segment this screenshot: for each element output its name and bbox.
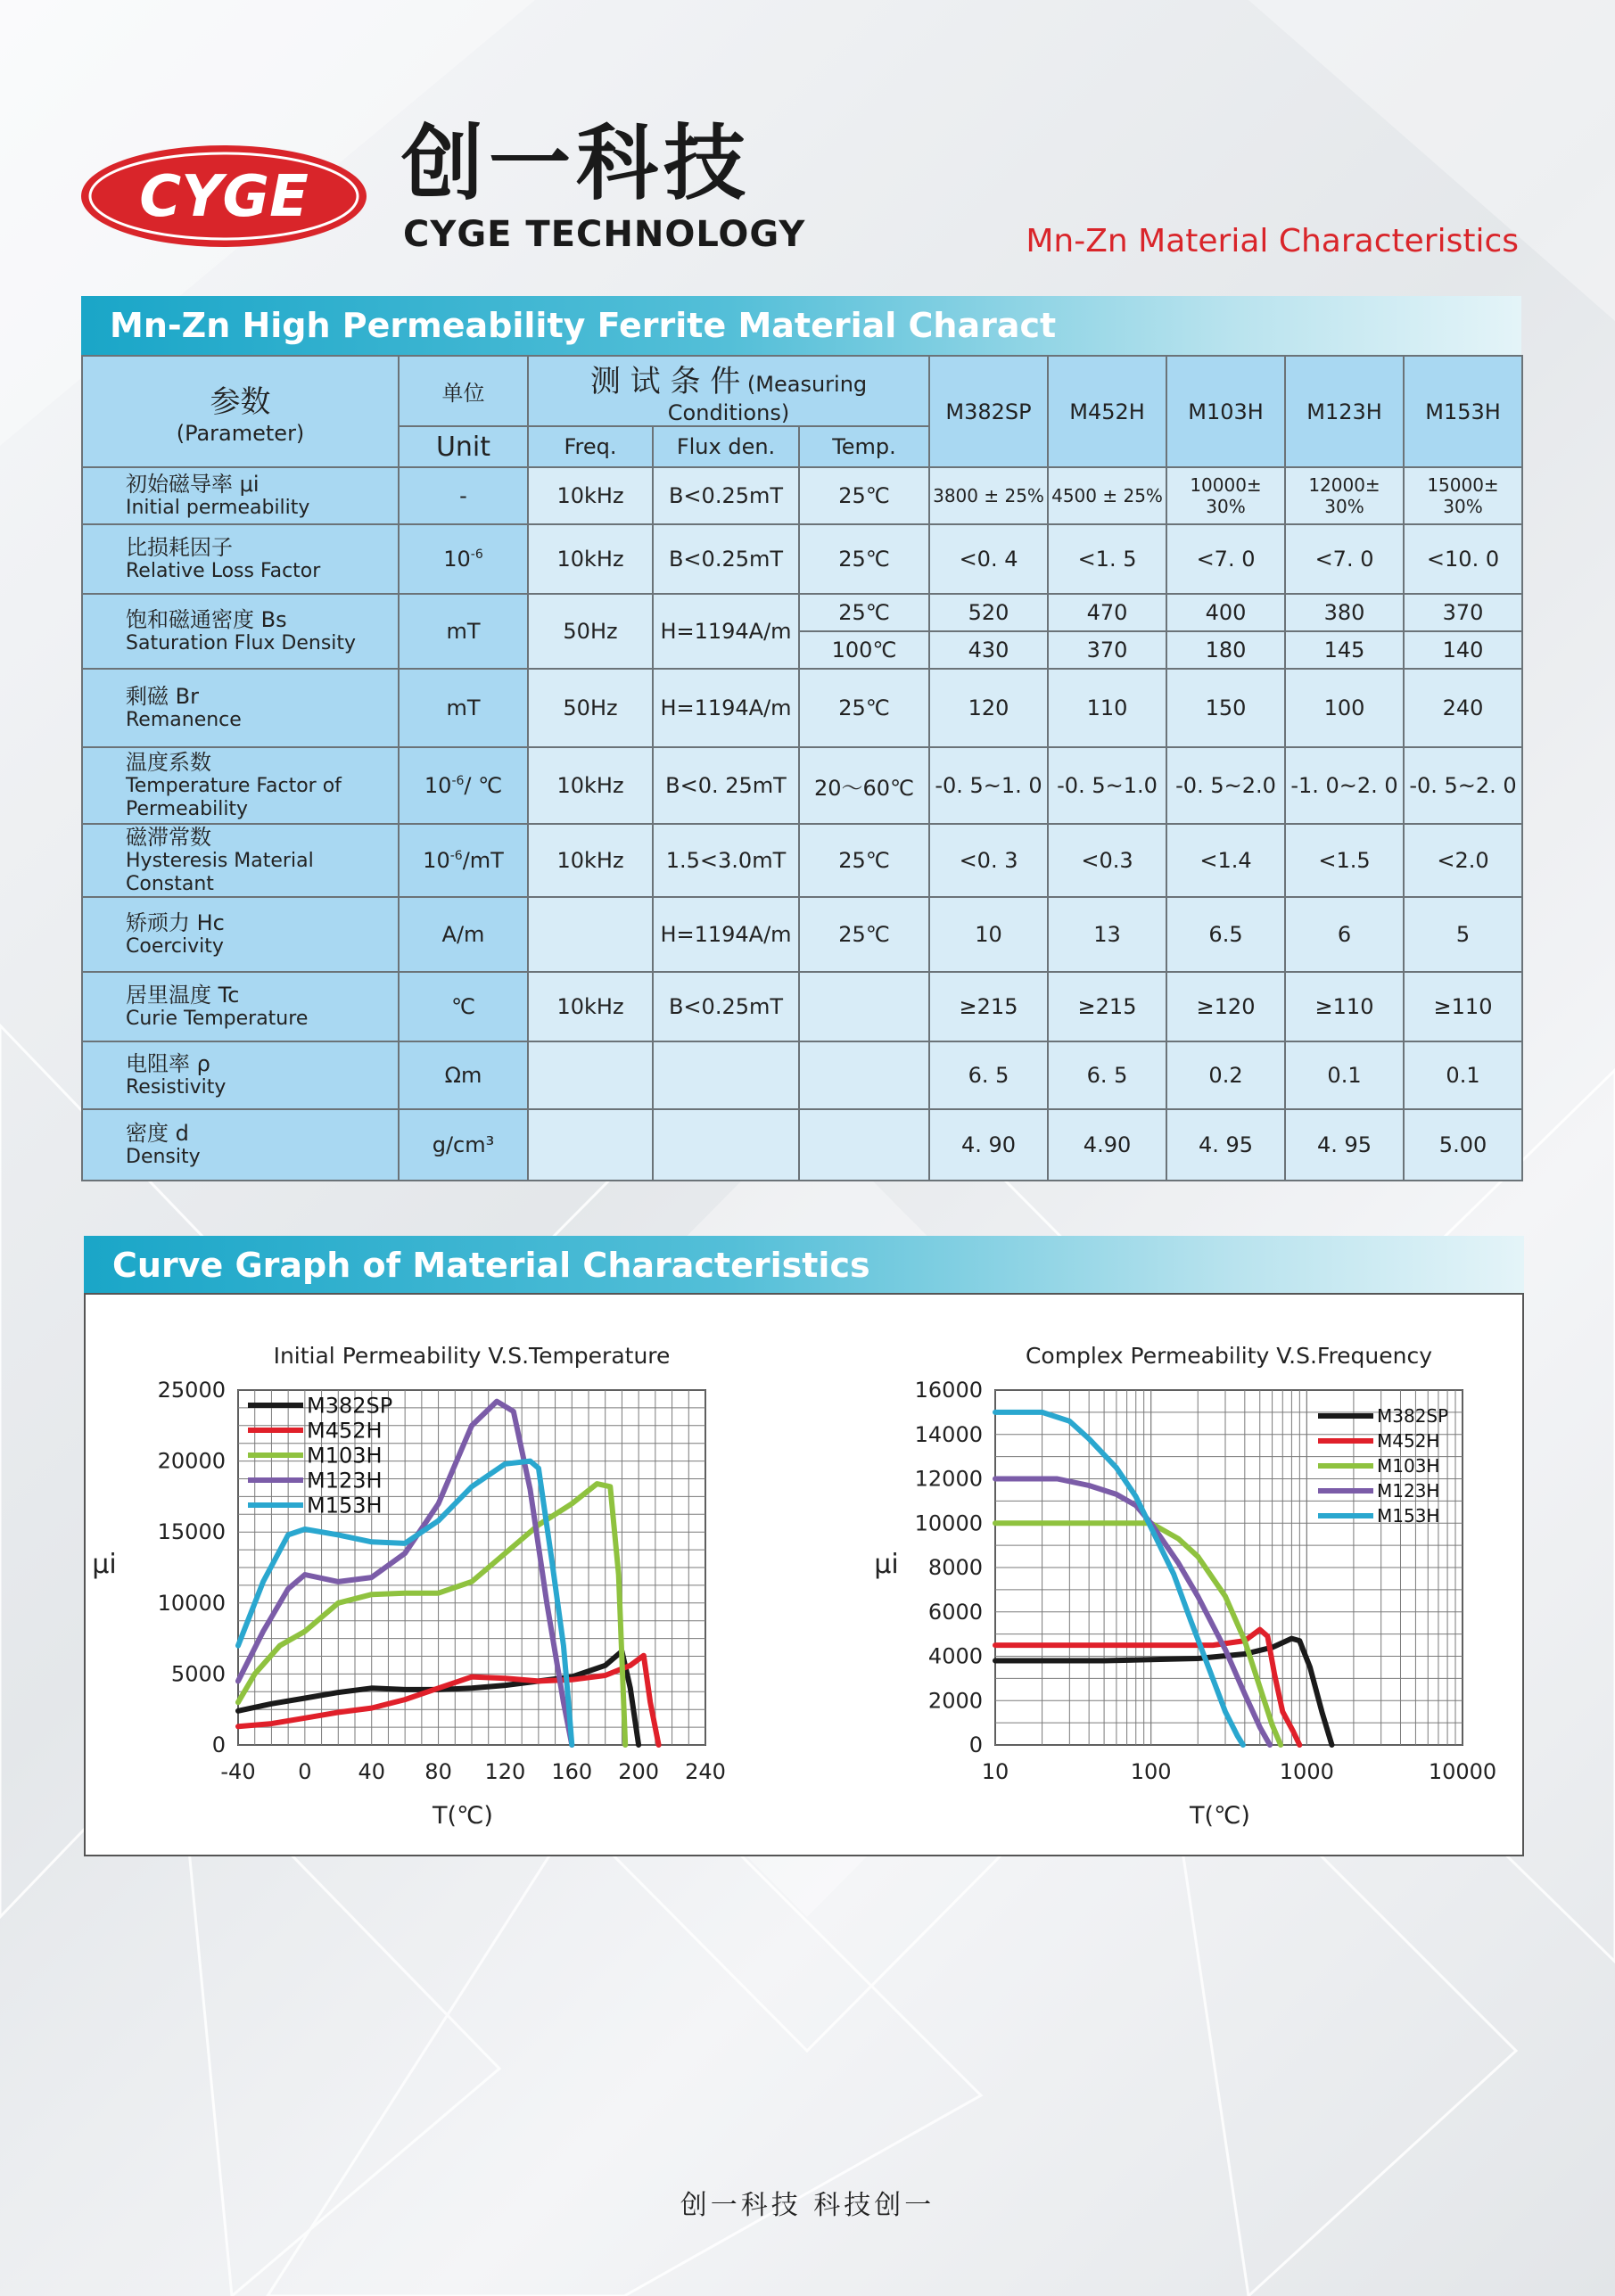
value-cell: 3800 ± 25% <box>929 467 1048 524</box>
value-cell: 400 <box>1166 594 1285 631</box>
value-cell: 10000± 30% <box>1166 467 1285 524</box>
temp-cell <box>799 972 929 1041</box>
freq-cell: 10kHz <box>528 467 653 524</box>
x-tick-label: 1000 <box>1279 1759 1334 1784</box>
param-cell <box>82 824 399 897</box>
y-tick-label: 8000 <box>927 1555 983 1580</box>
unit-exponent: -6 <box>451 774 465 788</box>
x-tick-label: -40 <box>220 1759 256 1784</box>
temp-cell <box>799 1109 929 1181</box>
header-unit-en: Unit <box>399 426 528 467</box>
header-material: M153H <box>1404 356 1522 467</box>
y-tick-label: 12000 <box>914 1466 983 1492</box>
unit-value: mT <box>446 619 481 644</box>
freq-cell: 10kHz <box>528 972 653 1041</box>
param-name-en: Curie Temperature <box>126 1008 309 1031</box>
param-cell <box>82 897 399 972</box>
flux-cell: H=1194A/m <box>653 897 799 972</box>
legend-label: M452H <box>307 1418 383 1444</box>
unit-cell <box>399 897 528 972</box>
y-tick-label: 0 <box>968 1732 983 1757</box>
unit-value: A/m <box>441 922 485 948</box>
value-cell: 370 <box>1404 594 1522 631</box>
x-tick-label: 10 <box>981 1759 1009 1784</box>
x-tick-label: 0 <box>298 1759 312 1784</box>
y-tick-label: 16000 <box>914 1378 983 1403</box>
param-cell <box>82 1109 399 1181</box>
flux-cell: H=1194A/m <box>653 594 799 669</box>
param-name-en: Relative Loss Factor <box>126 560 321 583</box>
value-cell: 6.5 <box>1166 897 1285 972</box>
chart-permeability-vs-temperature <box>86 1295 763 1855</box>
x-tick-label: 80 <box>424 1759 452 1784</box>
value-cell: <0. 3 <box>929 824 1048 897</box>
x-tick-label: 160 <box>551 1759 593 1784</box>
legend-label: M103H <box>307 1443 383 1469</box>
legend-label: M153H <box>1377 1505 1440 1527</box>
param-name-en: Temperature Factor of Permeability <box>126 775 342 821</box>
y-tick-label: 2000 <box>927 1688 983 1714</box>
value-cell: 100 <box>1285 669 1404 747</box>
unit-cell <box>399 747 528 824</box>
flux-cell: B<0. 25mT <box>653 747 799 824</box>
param-cell <box>82 524 399 594</box>
footer-slogan: 创一科技 科技创一 <box>680 2190 935 2221</box>
y-tick-label: 10000 <box>157 1590 226 1616</box>
x-tick-label: 200 <box>618 1759 660 1784</box>
param-name-cn: 居里温度 Tc <box>126 983 240 1008</box>
param-cell <box>82 669 399 747</box>
value-cell: <0.3 <box>1048 824 1166 897</box>
temp-cell: 25℃ <box>799 594 929 631</box>
freq-cell: 10kHz <box>528 524 653 594</box>
value-cell: 6. 5 <box>929 1041 1048 1109</box>
value-cell: 6. 5 <box>1048 1041 1166 1109</box>
value-cell: 520 <box>929 594 1048 631</box>
header-flux: Flux den. <box>653 426 799 467</box>
unit-cell <box>399 972 528 1041</box>
unit-cell <box>399 669 528 747</box>
value-cell: <0. 4 <box>929 524 1048 594</box>
unit-value: mT <box>446 695 481 720</box>
chart-title: Complex Permeability V.S.Frequency <box>1025 1343 1433 1369</box>
flux-cell: B<0.25mT <box>653 467 799 524</box>
param-cell <box>82 1041 399 1109</box>
y-tick-label: 20000 <box>157 1448 226 1474</box>
chart-section-title: Curve Graph of Material Characteristics <box>84 1236 1524 1295</box>
y-tick-label: 5000 <box>170 1661 226 1687</box>
param-cell <box>82 594 399 669</box>
unit-value: ℃ <box>451 994 475 1020</box>
logo <box>78 143 369 250</box>
value-cell: 180 <box>1166 631 1285 669</box>
freq-cell <box>528 897 653 972</box>
value-cell: 0.1 <box>1285 1041 1404 1109</box>
param-name-cn: 电阻率 ρ <box>126 1051 210 1077</box>
unit-value: Ωm <box>444 1063 482 1089</box>
legend-label: M103H <box>1377 1455 1440 1477</box>
value-cell: -0. 5~2.0 <box>1166 747 1285 824</box>
temp-cell: 25℃ <box>799 669 929 747</box>
unit-value: - <box>459 483 467 508</box>
freq-cell: 10kHz <box>528 747 653 824</box>
temp-cell: 20～60℃ <box>799 747 929 824</box>
unit-cell <box>399 524 528 594</box>
unit-cell <box>399 1109 528 1181</box>
param-name-en: Initial permeability <box>126 497 310 520</box>
header-temp: Temp. <box>799 426 929 467</box>
header-param-en: (Parameter) <box>176 421 305 446</box>
header-material: M103H <box>1166 356 1285 467</box>
unit-cell <box>399 467 528 524</box>
param-name-en: Resistivity <box>126 1076 227 1099</box>
unit-suffix: /mT <box>462 848 504 874</box>
flux-cell: 1.5<3.0mT <box>653 824 799 897</box>
legend-label: M382SP <box>307 1393 393 1419</box>
value-cell: 5.00 <box>1404 1109 1522 1181</box>
value-cell: <1. 5 <box>1048 524 1166 594</box>
y-axis-label: μi <box>874 1549 899 1580</box>
param-name-cn: 密度 d <box>126 1121 189 1147</box>
value-cell: 380 <box>1285 594 1404 631</box>
param-name-cn: 温度系数 <box>126 749 211 775</box>
chart-frame <box>84 1293 1524 1856</box>
header-param-cn: 参数 <box>210 384 271 420</box>
unit-cell <box>399 1041 528 1109</box>
freq-cell <box>528 1109 653 1181</box>
chart-complex-permeability-vs-frequency <box>772 1295 1521 1855</box>
unit-value: 10 <box>443 547 471 572</box>
unit-cell <box>399 824 528 897</box>
temp-cell: 25℃ <box>799 467 929 524</box>
legend-label: M123H <box>307 1468 383 1494</box>
header-material: M123H <box>1285 356 1404 467</box>
param-name-cn: 矫顽力 Hc <box>126 910 225 936</box>
value-cell: 430 <box>929 631 1048 669</box>
x-tick-label: 240 <box>685 1759 726 1784</box>
value-cell: 140 <box>1404 631 1522 669</box>
brand-name-en: CYGE TECHNOLOGY <box>403 214 806 255</box>
header-parameter <box>82 356 399 467</box>
x-tick-label: 100 <box>1130 1759 1172 1784</box>
freq-cell: 50Hz <box>528 669 653 747</box>
header-conditions <box>528 356 929 426</box>
value-cell: 120 <box>929 669 1048 747</box>
value-cell: 110 <box>1048 669 1166 747</box>
value-cell: <7. 0 <box>1166 524 1285 594</box>
value-cell: 470 <box>1048 594 1166 631</box>
value-cell: <2.0 <box>1404 824 1522 897</box>
unit-cell <box>399 594 528 669</box>
value-cell: <10. 0 <box>1404 524 1522 594</box>
value-cell: 10 <box>929 897 1048 972</box>
value-cell: 370 <box>1048 631 1166 669</box>
param-cell <box>82 747 399 824</box>
value-cell: 4.90 <box>1048 1109 1166 1181</box>
value-cell: <1.4 <box>1166 824 1285 897</box>
value-cell: 12000± 30% <box>1285 467 1404 524</box>
page-title: Mn-Zn Material Characteristics <box>1026 223 1519 259</box>
brand-name-cn: 创一科技 <box>401 116 752 211</box>
x-tick-label: 10000 <box>1428 1759 1497 1784</box>
unit-value: g/cm³ <box>432 1132 495 1158</box>
legend-label: M123H <box>1377 1480 1440 1502</box>
material-spec-table <box>81 355 1523 1181</box>
value-cell: ≥120 <box>1166 972 1285 1041</box>
temp-cell <box>799 1041 929 1109</box>
flux-cell: B<0.25mT <box>653 524 799 594</box>
header-cond-cn: 测 试 条 件 <box>589 364 741 399</box>
legend-label: M452H <box>1377 1430 1440 1452</box>
y-tick-label: 15000 <box>157 1519 226 1545</box>
value-cell: 0.1 <box>1404 1041 1522 1109</box>
freq-cell: 50Hz <box>528 594 653 669</box>
flux-cell: B<0.25mT <box>653 972 799 1041</box>
value-cell: 145 <box>1285 631 1404 669</box>
header-cond-en: (Measuring Conditions) <box>667 372 868 425</box>
value-cell: 5 <box>1404 897 1522 972</box>
value-cell: ≥110 <box>1404 972 1522 1041</box>
value-cell: 150 <box>1166 669 1285 747</box>
value-cell: ≥215 <box>1048 972 1166 1041</box>
value-cell: 240 <box>1404 669 1522 747</box>
param-name-cn: 初始磁导率 μi <box>126 471 260 497</box>
param-name-en: Density <box>126 1146 201 1169</box>
temp-cell: 25℃ <box>799 897 929 972</box>
value-cell: <7. 0 <box>1285 524 1404 594</box>
value-cell: -1. 0~2. 0 <box>1285 747 1404 824</box>
unit-value: 10 <box>424 773 452 798</box>
y-tick-label: 14000 <box>914 1421 983 1447</box>
y-tick-label: 6000 <box>927 1599 983 1625</box>
header-material: M452H <box>1048 356 1166 467</box>
header-freq: Freq. <box>528 426 653 467</box>
x-axis-label: T(℃) <box>1190 1802 1250 1830</box>
y-tick-label: 0 <box>211 1732 226 1757</box>
freq-cell: 10kHz <box>528 824 653 897</box>
logo-text: CYGE <box>139 164 309 230</box>
temp-cell: 25℃ <box>799 824 929 897</box>
param-name-en: Hysteresis Material Constant <box>126 850 314 896</box>
y-tick-label: 25000 <box>157 1378 226 1403</box>
value-cell: -0. 5~1. 0 <box>929 747 1048 824</box>
x-tick-label: 40 <box>358 1759 385 1784</box>
value-cell: 4. 90 <box>929 1109 1048 1181</box>
legend-label: M382SP <box>1377 1405 1449 1427</box>
flux-cell <box>653 1109 799 1181</box>
value-cell: ≥215 <box>929 972 1048 1041</box>
unit-value: 10 <box>423 848 450 874</box>
flux-cell: H=1194A/m <box>653 669 799 747</box>
value-cell: 0.2 <box>1166 1041 1285 1109</box>
value-cell: -0. 5~2. 0 <box>1404 747 1522 824</box>
value-cell: -0. 5~1.0 <box>1048 747 1166 824</box>
x-tick-label: 120 <box>484 1759 526 1784</box>
value-cell: ≥110 <box>1285 972 1404 1041</box>
temp-cell: 25℃ <box>799 524 929 594</box>
freq-cell <box>528 1041 653 1109</box>
x-axis-label: T(℃) <box>433 1802 493 1830</box>
value-cell: 6 <box>1285 897 1404 972</box>
param-name-en: Saturation Flux Density <box>126 632 357 655</box>
header-unit-cn: 单位 <box>399 356 528 426</box>
value-cell: <1.5 <box>1285 824 1404 897</box>
y-axis-label: μi <box>92 1549 117 1580</box>
header-material: M382SP <box>929 356 1048 467</box>
unit-suffix: / ℃ <box>464 773 503 798</box>
param-name-en: Remanence <box>126 709 242 732</box>
temp-cell: 100℃ <box>799 631 929 669</box>
param-name-cn: 饱和磁通密度 Bs <box>126 606 287 632</box>
value-cell: 4500 ± 25% <box>1048 467 1166 524</box>
param-name-cn: 磁滞常数 <box>126 825 211 850</box>
value-cell: 4. 95 <box>1285 1109 1404 1181</box>
y-tick-label: 10000 <box>914 1510 983 1536</box>
table-section-title: Mn-Zn High Permeability Ferrite Material Charact <box>81 296 1521 355</box>
param-name-en: Coercivity <box>126 935 224 959</box>
legend-label: M153H <box>307 1493 383 1518</box>
param-cell <box>82 972 399 1041</box>
param-name-cn: 剩磁 Br <box>126 683 199 709</box>
flux-cell <box>653 1041 799 1109</box>
param-cell <box>82 467 399 524</box>
chart-title: Initial Permeability V.S.Temperature <box>273 1343 671 1369</box>
unit-exponent: -6 <box>470 547 483 562</box>
y-tick-label: 4000 <box>927 1643 983 1669</box>
param-name-cn: 比损耗因子 <box>126 534 233 560</box>
value-cell: 13 <box>1048 897 1166 972</box>
value-cell: 4. 95 <box>1166 1109 1285 1181</box>
unit-exponent: -6 <box>449 849 463 864</box>
value-cell: 15000± 30% <box>1404 467 1522 524</box>
